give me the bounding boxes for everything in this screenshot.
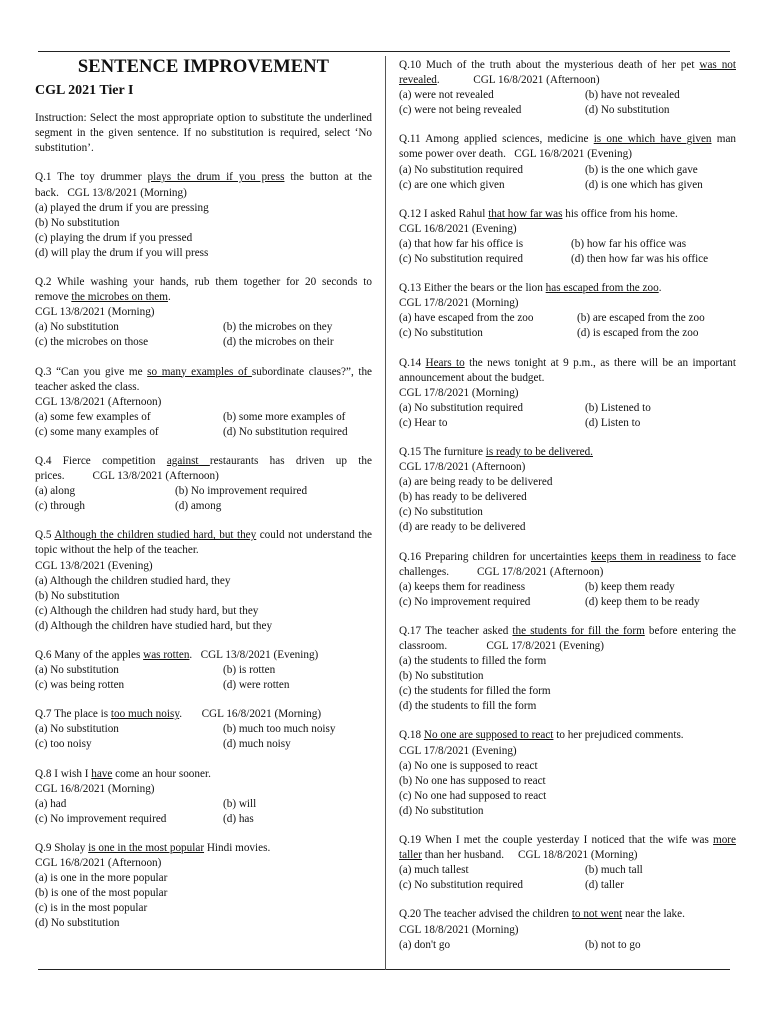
option-b: (b) not to go — [585, 938, 641, 951]
stem-text: Q.8 I wish I — [35, 767, 92, 780]
option-a: (a) No substitution — [35, 723, 119, 736]
option-d: (d) Listen to — [585, 416, 641, 429]
question-stem — [35, 528, 372, 558]
option-b: (b) some more examples of — [223, 410, 346, 423]
option-d: (d) were rotten — [223, 679, 290, 692]
underlined-segment: is one in the most popular — [88, 841, 205, 854]
stem-text: . — [436, 74, 440, 87]
exam-source: CGL 13/8/2021 (Afternoon) — [92, 470, 219, 483]
question-stem — [399, 728, 736, 743]
option-b: (b) much tall — [585, 864, 643, 877]
instruction-text: Instruction: Select the most appropriate option to substitute the underlined segment in the given sentence. If no substitution is required, select ‘No substitution’. — [35, 112, 372, 155]
option-a: (a) Although the children studied hard, they — [35, 574, 231, 587]
exam-source: CGL 18/8/2021 (Morning) — [399, 923, 519, 936]
option-d: (d) Although the children have studied hard, but they — [35, 619, 273, 632]
option-c: (c) playing the drum if you pressed — [35, 231, 193, 244]
underlined-segment: No one are supposed to react — [423, 729, 554, 742]
stem-text: could not understand the topic without the help of the teacher. — [35, 529, 373, 557]
option-a: (a) the students to filled the form — [399, 655, 547, 668]
stem-text: Q.13 Either the bears or the lion — [399, 282, 546, 295]
stem-text: to face challenges. — [399, 550, 736, 578]
option-c: (c) Hear to — [399, 416, 448, 429]
option-b: (b) how far his office was — [571, 237, 687, 250]
stem-text: come an hour sooner. — [112, 767, 211, 780]
exam-source: CGL 13/8/2021 (Evening) — [200, 649, 319, 661]
option-b: (b) much too much noisy — [223, 723, 336, 736]
exam-source: CGL 17/8/2021 (Afternoon) — [476, 565, 604, 578]
options — [399, 401, 736, 431]
stem-text: Q.17 The teacher asked — [399, 624, 513, 637]
option-d: (d) will play the drum if you will press — [35, 246, 209, 259]
option-b: (b) are escaped from the zoo — [577, 312, 705, 325]
option-d: (d) No substitution — [399, 804, 484, 817]
question-stem — [399, 624, 736, 654]
question-stem — [399, 132, 736, 162]
options — [399, 863, 736, 893]
option-c: (c) the students for filled the form — [399, 685, 551, 698]
stem-text: . — [179, 708, 182, 721]
underlined-segment: Hears to — [425, 356, 465, 369]
stem-text: Q.16 Preparing children for uncertainties — [399, 550, 591, 563]
question-8 — [35, 767, 372, 827]
option-b: (b) No substitution — [399, 670, 484, 683]
question-16 — [399, 550, 736, 610]
underlined-segment: too much noisy — [110, 708, 180, 721]
option-a: (a) much tallest — [399, 864, 469, 877]
question-stem — [35, 365, 372, 395]
underlined-segment: so many examples of — [147, 365, 252, 378]
option-a: (a) were not revealed — [399, 89, 494, 102]
question-2 — [35, 275, 372, 350]
stem-text: Q.18 — [399, 729, 424, 742]
option-a: (a) that how far his office is — [399, 237, 524, 250]
option-a: (a) played the drum if you are pressing — [35, 201, 209, 214]
option-d: (d) are ready to be delivered — [399, 521, 526, 534]
options — [35, 410, 372, 440]
stem-text: Q.5 — [35, 529, 55, 542]
question-10 — [399, 58, 736, 118]
option-c: (c) are one which given — [399, 178, 505, 191]
top-rule — [38, 51, 730, 52]
underlined-segment: plays the drum if you press — [147, 171, 285, 184]
option-b: (b) has ready to be delivered — [399, 491, 527, 504]
exam-source: CGL 18/8/2021 (Morning) — [518, 849, 638, 862]
stem-text: . — [167, 291, 171, 304]
options — [35, 484, 372, 514]
exam-source: CGL 17/8/2021 (Afternoon) — [399, 461, 526, 474]
question-19 — [399, 833, 736, 893]
stem-text: . — [658, 282, 662, 295]
bottom-rule — [38, 969, 730, 970]
exam-source: CGL 16/8/2021 (Afternoon) — [35, 857, 162, 870]
options — [35, 797, 372, 827]
underlined-segment: Although the children studied hard, but they — [54, 529, 257, 542]
question-stem — [35, 454, 372, 484]
option-c: (c) No substitution — [399, 506, 483, 519]
underlined-segment: is ready to be delivered. — [485, 445, 593, 458]
option-a: (a) keeps them for readiness — [399, 580, 526, 593]
stem-text: Q.10 Much of the truth about the mysterious death of her pet — [399, 59, 700, 71]
exam-source: CGL 17/8/2021 (Evening) — [486, 640, 604, 652]
option-b: (b) the microbes on they — [223, 321, 333, 334]
option-b: (b) will — [223, 797, 257, 810]
option-a: (a) are being ready to be delivered — [399, 476, 553, 489]
question-stem — [399, 550, 736, 580]
underlined-segment: the microbes on them — [71, 291, 168, 304]
option-d: (d) then how far was his office — [571, 253, 709, 266]
stem-text: Q.19 When I met the couple yesterday I noticed that the wife was — [399, 834, 713, 847]
question-1 — [35, 170, 372, 261]
option-b: (b) keep them ready — [585, 580, 675, 593]
question-6 — [35, 648, 372, 693]
exam-source: CGL 13/8/2021 (Morning) — [67, 186, 187, 199]
option-d: (d) among — [175, 500, 222, 513]
question-stem — [35, 767, 372, 782]
option-d: (d) No substitution — [585, 104, 670, 117]
option-a: (a) No substitution required — [399, 163, 523, 176]
question-stem — [399, 445, 736, 460]
stem-text: Q.6 Many of the apples — [35, 649, 144, 661]
options — [35, 574, 372, 634]
options — [35, 201, 372, 261]
question-9 — [35, 841, 372, 932]
option-c: (c) the microbes on those — [35, 336, 149, 349]
options — [399, 88, 736, 118]
option-c: (c) No substitution required — [399, 253, 523, 266]
question-4 — [35, 454, 372, 514]
option-a: (a) is one in the more popular — [35, 872, 168, 885]
stem-text: Q.3 “Can you give me — [35, 365, 148, 378]
option-d: (d) the microbes on their — [223, 336, 334, 349]
option-d: (d) keep them to be ready — [585, 595, 700, 608]
exam-source: CGL 16/8/2021 (Morning) — [201, 708, 322, 721]
stem-text: man some power over death. — [399, 133, 736, 161]
right-column — [399, 58, 736, 967]
exam-source: CGL 17/8/2021 (Morning) — [399, 297, 519, 310]
option-c: (c) No improvement required — [35, 812, 167, 825]
stem-text: the news tonight at 9 p.m., as there will be an important announcement about the budget. — [399, 356, 736, 384]
option-d: (d) the students to fill the form — [399, 700, 537, 713]
option-b: (b) have not revealed — [585, 89, 680, 102]
stem-text: Q.9 Sholay — [35, 841, 89, 854]
stem-text: Q.14 — [399, 356, 426, 369]
underlined-segment: the students for fill the form — [512, 624, 645, 637]
question-5 — [35, 528, 372, 634]
question-stem — [399, 58, 736, 88]
options — [35, 663, 372, 693]
option-b: (b) is one of the most popular — [35, 887, 168, 900]
option-c: (c) too noisy — [35, 738, 92, 751]
underlined-segment: to not went — [571, 908, 623, 921]
options — [399, 237, 736, 267]
option-a: (a) No one is supposed to react — [399, 759, 538, 772]
underlined-segment: is one which have given — [593, 133, 712, 146]
options — [399, 311, 736, 341]
underlined-segment: against — [166, 454, 210, 467]
question-13 — [399, 281, 736, 341]
column-divider — [385, 56, 386, 970]
stem-text: his office from his home. — [562, 207, 678, 220]
question-20 — [399, 907, 736, 952]
question-11 — [399, 132, 736, 192]
option-c: (c) No substitution — [399, 327, 483, 340]
stem-text: before entering the classroom. — [399, 624, 736, 652]
exam-source: CGL 17/8/2021 (Morning) — [399, 386, 519, 399]
stem-text: Q.2 While washing your hands, rub them together for 20 seconds to remove — [35, 276, 372, 304]
exam-source: CGL 16/8/2021 (Afternoon) — [473, 74, 600, 87]
options — [399, 654, 736, 714]
exam-source: CGL 13/8/2021 (Evening) — [35, 559, 153, 572]
exam-source: CGL 17/8/2021 (Evening) — [399, 744, 517, 757]
stem-text: Q.1 The toy drummer — [35, 171, 148, 184]
options — [35, 722, 372, 752]
option-a: (a) No substitution — [35, 321, 119, 334]
stem-text: the button at the back. — [35, 171, 372, 199]
option-d: (d) has — [223, 812, 254, 825]
options — [35, 871, 372, 931]
option-c: (c) No one had supposed to react — [399, 789, 547, 802]
option-c: (c) was being rotten — [35, 679, 125, 692]
stem-text: . — [189, 649, 193, 661]
option-d: (d) much noisy — [223, 738, 291, 751]
option-c: (c) No improvement required — [399, 595, 531, 608]
option-a: (a) had — [35, 797, 67, 810]
stem-text: restaurants has driven up the prices. — [35, 454, 372, 483]
options — [399, 580, 736, 610]
options — [35, 320, 372, 350]
question-stem — [399, 281, 736, 296]
option-b: (b) No substitution — [35, 589, 120, 602]
stem-text: near the lake. — [622, 908, 685, 921]
underlined-segment: that how far was — [488, 207, 563, 220]
stem-text: than her husband. — [421, 849, 505, 862]
exam-subtitle: CGL 2021 Tier I — [35, 83, 134, 99]
question-stem — [35, 170, 372, 200]
question-12 — [399, 207, 736, 267]
option-a: (a) have escaped from the zoo — [399, 312, 534, 325]
option-b: (b) Listened to — [585, 401, 651, 414]
options — [399, 938, 736, 953]
stem-text: subordinate clauses?”, the teacher asked the class. — [35, 365, 373, 393]
page-title: SENTENCE IMPROVEMENT — [77, 57, 330, 77]
option-a: (a) No substitution — [35, 664, 119, 677]
question-3 — [35, 365, 372, 440]
question-stem — [35, 707, 372, 722]
options — [399, 163, 736, 193]
option-c: (c) Although the children had study hard, but they — [35, 604, 259, 617]
option-b: (b) No one has supposed to react — [399, 774, 546, 787]
stem-text: Hindi movies. — [204, 841, 271, 854]
option-b: (b) No improvement required — [175, 485, 308, 498]
option-d: (d) taller — [585, 879, 624, 892]
option-c: (c) some many examples of — [35, 425, 159, 438]
stem-text: Q.12 I asked Rahul — [399, 207, 489, 220]
underlined-segment: have — [91, 767, 113, 780]
exam-source: CGL 13/8/2021 (Afternoon) — [35, 395, 162, 408]
option-c: (c) is in the most popular — [35, 902, 148, 915]
stem-text: Q.7 The place is — [35, 708, 111, 721]
underlined-segment: was not revealed — [399, 59, 736, 87]
option-d: (d) is escaped from the zoo — [577, 327, 699, 340]
stem-text: to her prejudiced comments. — [553, 729, 684, 742]
underlined-segment: has escaped from the zoo — [545, 282, 659, 295]
option-c: (c) through — [35, 500, 86, 513]
exam-source: CGL 16/8/2021 (Morning) — [35, 782, 155, 795]
question-stem — [399, 833, 736, 863]
question-stem — [35, 648, 372, 663]
question-15 — [399, 445, 736, 536]
option-b: (b) No substitution — [35, 216, 120, 229]
option-a: (a) No substitution required — [399, 401, 523, 414]
question-14 — [399, 356, 736, 431]
exam-source: CGL 16/8/2021 (Evening) — [514, 148, 632, 161]
underlined-segment: was rotten — [143, 649, 190, 661]
option-a: (a) don't go — [399, 938, 451, 951]
stem-text: Q.11 Among applied sciences, medicine — [399, 133, 594, 146]
exam-source: CGL 13/8/2021 (Morning) — [35, 306, 155, 319]
left-column — [35, 58, 372, 946]
question-stem — [399, 356, 736, 386]
question-stem — [35, 275, 372, 305]
options — [399, 475, 736, 535]
underlined-segment: more taller — [399, 834, 736, 862]
stem-text: Q.15 The furniture — [399, 445, 486, 458]
option-c: (c) were not being revealed — [399, 104, 522, 117]
question-stem — [399, 207, 736, 222]
options — [399, 759, 736, 819]
option-c: (c) No substitution required — [399, 879, 523, 892]
stem-text: Q.4 Fierce competition — [35, 454, 167, 467]
stem-text: Q.20 The teacher advised the children — [399, 908, 572, 921]
question-17 — [399, 624, 736, 715]
option-d: (d) No substitution — [35, 917, 120, 930]
question-stem — [399, 907, 736, 922]
question-18 — [399, 728, 736, 819]
option-d: (d) No substitution required — [223, 425, 348, 438]
option-b: (b) is the one which gave — [585, 163, 698, 176]
option-a: (a) some few examples of — [35, 410, 151, 423]
question-stem — [35, 841, 372, 856]
exam-source: CGL 16/8/2021 (Evening) — [399, 222, 517, 235]
option-d: (d) is one which has given — [585, 178, 703, 191]
option-b: (b) is rotten — [223, 664, 276, 677]
question-7 — [35, 707, 372, 752]
option-a: (a) along — [35, 485, 76, 498]
underlined-segment: keeps them in readiness — [590, 550, 701, 563]
